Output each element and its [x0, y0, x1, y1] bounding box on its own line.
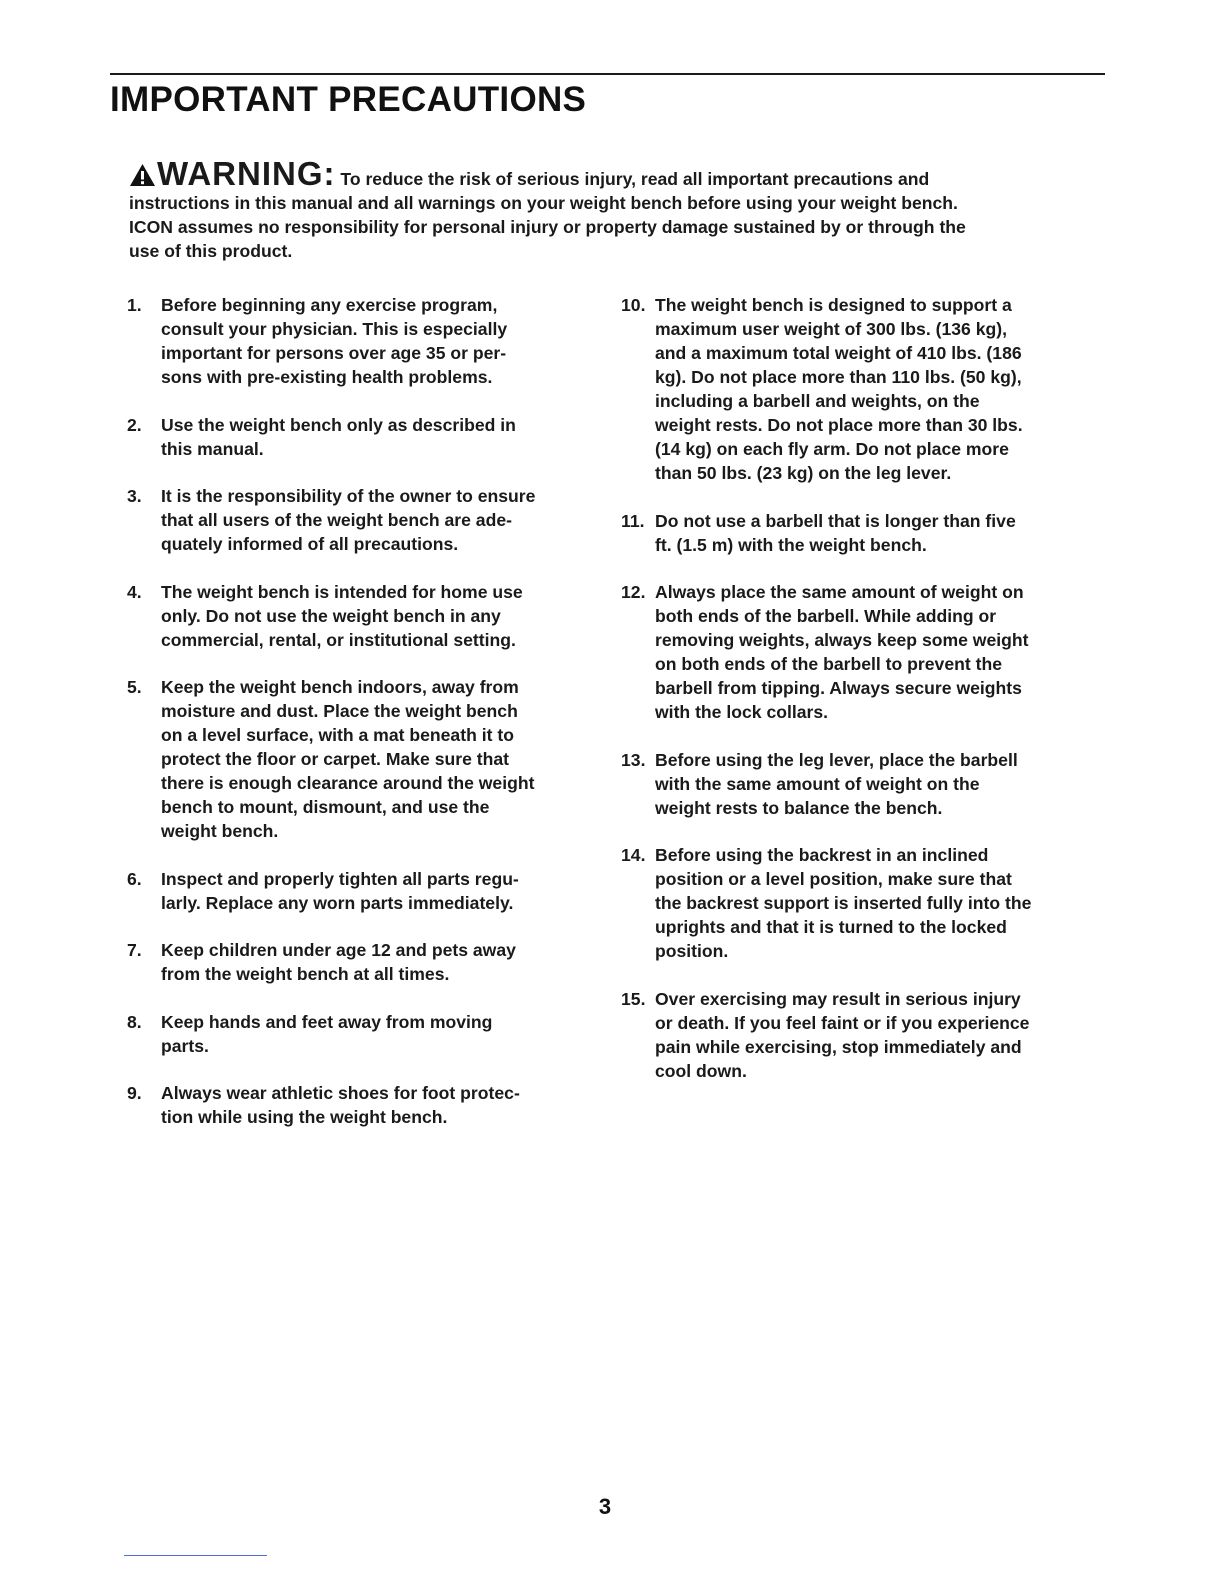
precautions-left-column [127, 293, 597, 1153]
precaution-number: 6. [127, 868, 142, 889]
precaution-text-line: position. [655, 941, 729, 961]
precaution-number: 5. [127, 677, 142, 697]
precaution-text-line: Inspect and properly tighten all parts regu- [161, 868, 519, 889]
precaution-text-line: removing weights, always keep some weight [655, 630, 1029, 650]
precaution-text-line: parts. [161, 1035, 209, 1056]
precaution-text-line: position or a level position, make sure that [655, 869, 1012, 889]
precaution-item [127, 580, 597, 652]
precaution-number: 13. [621, 749, 646, 770]
precaution-item [127, 293, 597, 389]
precaution-text-line: Use the weight bench only as described in [161, 414, 516, 435]
page-title: IMPORTANT PRECAUTIONS [110, 80, 587, 119]
precaution-text-line: Always wear athletic shoes for foot protec- [161, 1083, 520, 1103]
precaution-number: 8. [127, 1011, 142, 1032]
precaution-number: 10. [621, 295, 646, 315]
precaution-text-line: bench to mount, dismount, and use the [161, 797, 490, 817]
precaution-text-line: on a level surface, with a mat beneath it to [161, 725, 514, 745]
precaution-text-line: Keep children under age 12 and pets away [161, 940, 516, 960]
precaution-text-line: larly. Replace any worn parts immediately. [161, 892, 514, 913]
precaution-text-line: with the same amount of weight on the [655, 773, 980, 794]
precaution-item [621, 509, 1091, 557]
precaution-text-line: with the lock collars. [655, 702, 829, 722]
precaution-item [127, 675, 597, 843]
precaution-text-line: important for persons over age 35 or per- [161, 343, 507, 363]
precaution-text-line: kg). Do not place more than 110 lbs. (50 kg), [655, 367, 1022, 387]
precaution-number: 7. [127, 940, 142, 960]
precaution-text-line: Before beginning any exercise program, [161, 295, 498, 315]
precaution-text-line: the backrest support is inserted fully into the [655, 893, 1032, 913]
precaution-text-line: from the weight bench at all times. [161, 964, 450, 984]
warning-text-line-2: instructions in this manual and all warnings on your weight bench before using your weight bench. [129, 193, 958, 213]
precaution-text-line: this manual. [161, 438, 264, 459]
page-number: 3 [598, 1494, 612, 1519]
precaution-text-line: The weight bench is designed to support a [655, 295, 1012, 315]
precaution-text-line: barbell from tipping. Always secure weights [655, 678, 1022, 698]
warning-first-line [129, 155, 1099, 192]
precaution-item [127, 1010, 597, 1058]
precaution-text-line: weight rests to balance the bench. [655, 797, 943, 818]
precaution-text-line: tion while using the weight bench. [161, 1107, 448, 1127]
precaution-text-line: pain while exercising, stop immediately and [655, 1036, 1022, 1057]
precaution-text-line: or death. If you feel faint or if you experience [655, 1012, 1030, 1033]
precaution-item [621, 987, 1091, 1083]
precaution-text-line: Over exercising may result in serious injury [655, 988, 1021, 1009]
bottom-rule [124, 1555, 267, 1556]
warning-text-line-4: use of this product. [129, 241, 293, 261]
warning-block [129, 155, 1099, 263]
precaution-item [127, 867, 597, 915]
precaution-number: 3. [127, 486, 142, 506]
precaution-text-line: there is enough clearance around the weight [161, 773, 535, 793]
warning-triangle-icon [129, 163, 156, 187]
precaution-text-line: only. Do not use the weight bench in any [161, 605, 501, 626]
precaution-number: 11. [621, 510, 645, 531]
precaution-text-line: on both ends of the barbell to prevent the [655, 654, 1002, 674]
precaution-text-line: maximum user weight of 300 lbs. (136 kg), [655, 319, 1007, 339]
precaution-number: 14. [621, 845, 646, 865]
top-rule [110, 73, 1105, 75]
precaution-text-line: Keep the weight bench indoors, away from [161, 677, 519, 697]
precaution-text-line: weight bench. [161, 821, 279, 841]
precaution-text-line: It is the responsibility of the owner to ensure [161, 486, 536, 506]
precaution-text-line: commercial, rental, or institutional setting. [161, 629, 516, 650]
precaution-text-line: consult your physician. This is especially [161, 319, 508, 339]
precaution-item [127, 938, 597, 986]
precaution-text-line: both ends of the barbell. While adding or [655, 606, 997, 626]
precaution-item [621, 580, 1091, 724]
precaution-number: 15. [621, 988, 646, 1009]
precaution-text-line: moisture and dust. Place the weight bench [161, 701, 518, 721]
precaution-text-line: including a barbell and weights, on the [655, 391, 980, 411]
precaution-text-line: Before using the leg lever, place the barbell [655, 749, 1018, 770]
precaution-text-line: quately informed of all precautions. [161, 534, 459, 554]
precaution-item [621, 843, 1091, 963]
precaution-text-line: weight rests. Do not place more than 30 lbs. [655, 415, 1023, 435]
precaution-text-line: and a maximum total weight of 410 lbs. (186 [655, 343, 1022, 363]
precaution-text-line: sons with pre-existing health problems. [161, 367, 493, 387]
warning-label: WARNING: [157, 155, 336, 192]
precaution-text-line: Always place the same amount of weight on [655, 582, 1024, 602]
precaution-text-line: Keep hands and feet away from moving [161, 1011, 493, 1032]
warning-text-line-3: ICON assumes no responsibility for personal injury or property damage sustained by or through the [129, 217, 966, 237]
precaution-text-line: protect the floor or carpet. Make sure that [161, 749, 510, 769]
precaution-item [127, 484, 597, 556]
precaution-number: 9. [127, 1083, 142, 1103]
precaution-number: 1. [127, 295, 142, 315]
precaution-item [127, 413, 597, 461]
precaution-text-line: that all users of the weight bench are ade- [161, 510, 512, 530]
precaution-item [127, 1081, 597, 1129]
precaution-number: 2. [127, 414, 142, 435]
precaution-number: 4. [127, 581, 142, 602]
precaution-text-line: ft. (1.5 m) with the weight bench. [655, 534, 927, 555]
precaution-item [621, 748, 1091, 820]
warning-text-line-1: To reduce the risk of serious injury, read all important precautions and [340, 169, 930, 189]
precaution-text-line: uprights and that it is turned to the locked [655, 917, 1007, 937]
precaution-text-line: The weight bench is intended for home use [161, 581, 523, 602]
precaution-number: 12. [621, 582, 646, 602]
precaution-text-line: (14 kg) on each fly arm. Do not place more [655, 439, 1009, 459]
precaution-item [621, 293, 1091, 485]
precaution-text-line: Do not use a barbell that is longer than five [655, 510, 1016, 531]
precaution-text-line: Before using the backrest in an inclined [655, 845, 989, 865]
precautions-right-column [621, 293, 1091, 1106]
precaution-text-line: than 50 lbs. (23 kg) on the leg lever. [655, 463, 952, 483]
precaution-text-line: cool down. [655, 1060, 747, 1081]
